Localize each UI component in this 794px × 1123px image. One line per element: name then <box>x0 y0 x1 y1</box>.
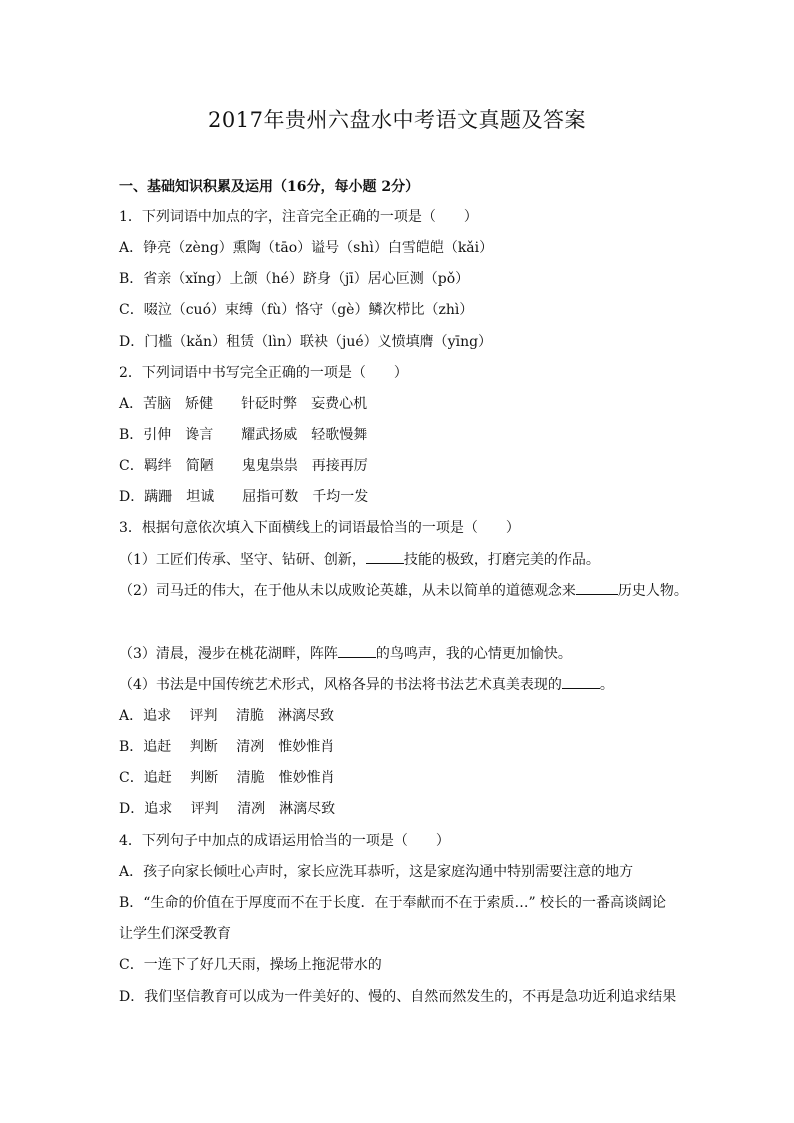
fill-blank-2 <box>576 582 618 595</box>
question-1-option-a: A．铮亮（zèng）熏陶（tāo）谥号（shì）白雪皑皑（kǎi） <box>119 240 494 256</box>
question-4-option-b: B．“生命的价值在于厚度而不在于长度．在于奉献而不在于索质…” 校长的一番高谈阔论 <box>119 895 667 911</box>
question-3-option-c: C．追赶 判断 清脆 惟妙惟肖 <box>119 770 335 786</box>
sentence-1-end: 技能的极致，打磨完美的作品。 <box>403 552 600 568</box>
sentence-4-end: 。 <box>599 677 614 693</box>
fill-blank-4 <box>562 676 600 689</box>
question-1-option-d: D．门槛（kǎn）租赁（lìn）联袂（jué）义愤填膺（yīng） <box>119 334 493 350</box>
question-4-option-b-continued: 让学生们深受教育 <box>119 926 231 942</box>
question-1-option-b: B．省亲（xǐng）上颌（hé）跻身（jī）居心叵测（pǒ） <box>119 271 470 287</box>
sentence-2-start: （2）司马迁的伟大，在于他从未以成败论英雄，从未以简单的道德观念来 <box>119 583 576 599</box>
question-2-option-b: B．引伸 谗言 耀武扬威 轻歌慢舞 <box>119 427 368 443</box>
question-3-stem: 3．根据句意依次填入下面横线上的词语最恰当的一项是（ ） <box>119 520 520 536</box>
question-4-option-d: D．我们坚信教育可以成为一件美好的、慢的、自然而然发生的，不再是急功近利追求结果 <box>119 989 677 1005</box>
question-1-stem: 1．下列词语中加点的字，注音完全正确的一项是（ ） <box>119 209 478 225</box>
question-4-stem: 4．下列句子中加点的成语运用恰当的一项是（ ） <box>119 833 450 849</box>
page-title: 2017年贵州六盘水中考语文真题及答案 <box>208 108 586 132</box>
question-3-sentence-4 <box>119 676 719 694</box>
question-2-option-c: C．羁绊 简陋 鬼鬼祟祟 再接再厉 <box>119 458 368 474</box>
sentence-4-start: （4）书法是中国传统艺术形式，风格各异的书法将书法艺术真美表现的 <box>119 677 562 693</box>
fill-blank-3 <box>338 645 376 658</box>
question-3-option-b: B．追赶 判断 清冽 惟妙惟肖 <box>119 739 335 755</box>
question-3-sentence-2 <box>119 582 719 600</box>
sentence-3-start: （3）清晨，漫步在桃花湖畔，阵阵 <box>119 646 338 662</box>
question-2-option-a: A．苦脑 矫健 针砭时弊 妄费心机 <box>119 396 368 412</box>
sentence-2-end: 历史人物。 <box>617 583 688 599</box>
question-3-option-d: D．追求 评判 清冽 淋漓尽致 <box>119 801 336 817</box>
question-3-sentence-3 <box>119 645 719 663</box>
fill-blank-1 <box>366 551 404 564</box>
question-3-sentence-1 <box>119 551 719 569</box>
question-2-stem: 2．下列词语中书写完全正确的一项是（ ） <box>119 365 408 381</box>
sentence-3-end: 的鸟鸣声，我的心情更加愉快。 <box>375 646 572 662</box>
section-heading: 一、基础知识积累及运用（16分，每小题 2分） <box>119 179 420 195</box>
sentence-1-start: （1）工匠们传承、坚守、钻研、创新， <box>119 552 366 568</box>
question-4-option-c: C．一连下了好几天雨，操场上拖泥带水的 <box>119 957 382 973</box>
question-3-option-a: A．追求 评判 清脆 淋漓尽致 <box>119 708 335 724</box>
question-1-option-c: C．啜泣（cuó）束缚（fù）恪守（gè）鳞次栉比（zhì） <box>119 302 474 318</box>
question-2-option-d: D．蹒跚 坦诚 屈指可数 千均一发 <box>119 489 369 505</box>
question-4-option-a: A．孩子向家长倾吐心声时，家长应洗耳恭听，这是家庭沟通中特别需要注意的地方 <box>119 864 634 880</box>
